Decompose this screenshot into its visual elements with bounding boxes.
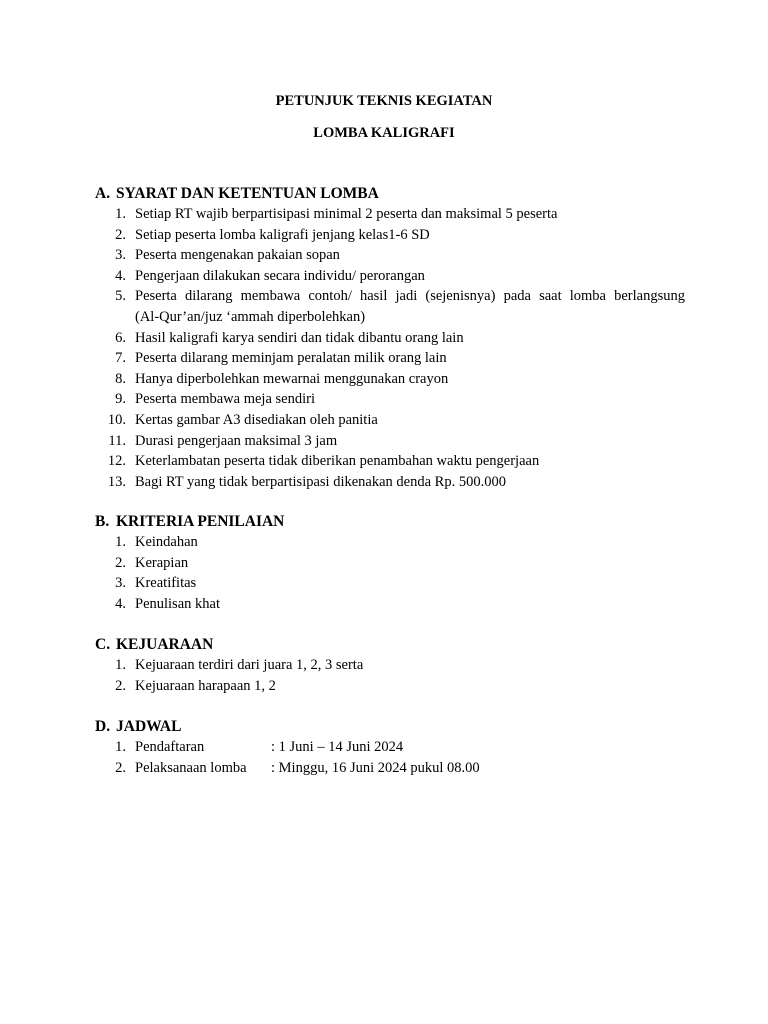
section-jadwal xyxy=(95,717,715,778)
item-text: Kejuaraan terdiri dari juara 1, 2, 3 serta xyxy=(135,657,364,673)
item-number: 2. xyxy=(115,554,126,571)
section-letter: C. xyxy=(95,636,111,653)
item-number: 11. xyxy=(108,432,126,449)
list-item xyxy=(95,655,715,676)
list-item xyxy=(95,369,715,390)
list-item xyxy=(95,328,715,349)
item-text: Peserta membawa meja sendiri xyxy=(135,391,315,408)
item-number: 1. xyxy=(115,534,126,550)
schedule-label: Pendaftaran xyxy=(135,739,205,755)
section-title: JADWAL xyxy=(116,718,182,735)
list-item xyxy=(95,472,715,493)
list-item xyxy=(95,451,715,472)
list-item xyxy=(95,225,715,246)
list-item xyxy=(95,431,715,452)
item-text: Keterlambatan peserta tidak diberikan penambahan waktu pengerjaan xyxy=(135,453,540,470)
list-item xyxy=(95,737,715,758)
item-text: Durasi pengerjaan maksimal 3 jam xyxy=(135,432,338,449)
item-number: 1. xyxy=(115,206,126,222)
schedule-value: : Minggu, 16 Juni 2024 pukul 08.00 xyxy=(271,759,480,776)
item-text: Kertas gambar A3 disediakan oleh panitia xyxy=(135,411,378,428)
list-item xyxy=(95,245,715,266)
item-number: 13. xyxy=(107,473,126,490)
item-number: 1. xyxy=(115,657,126,673)
schedule-value: : 1 Juni – 14 Juni 2024 xyxy=(271,739,404,755)
document-title-line1: PETUNJUK TEKNIS KEGIATAN xyxy=(275,93,493,109)
list-item xyxy=(95,389,715,410)
item-number: 3. xyxy=(115,575,126,592)
item-text: Setiap peserta lomba kaligrafi jenjang kelas1-6 SD xyxy=(135,226,430,243)
item-text: Setiap RT wajib berpartisipasi minimal 2 peserta dan maksimal 5 peserta xyxy=(135,206,558,222)
item-text: Bagi RT yang tidak berpartisipasi dikenakan denda Rp. 500.000 xyxy=(135,473,506,490)
item-text: Penulisan khat xyxy=(135,595,220,612)
item-text: Kerapian xyxy=(135,554,189,571)
section-heading xyxy=(95,635,715,655)
section-title: KRITERIA PENILAIAN xyxy=(116,513,285,530)
list-item xyxy=(95,266,715,287)
section-letter: D. xyxy=(95,718,111,735)
item-number: 6. xyxy=(115,329,126,346)
section-letter: A. xyxy=(95,185,111,202)
section-syarat-ketentuan xyxy=(95,184,715,492)
schedule-list xyxy=(95,737,715,778)
item-number: 7. xyxy=(115,350,126,367)
section-letter: B. xyxy=(95,513,110,530)
item-text: Peserta dilarang membawa contoh/ hasil jadi (sejenisnya) pada saat lomba berlangsung xyxy=(135,288,685,305)
item-number: 2. xyxy=(115,759,126,776)
item-text: Kejuaraan harapaan 1, 2 xyxy=(135,677,276,694)
awards-list xyxy=(95,655,715,696)
rules-list xyxy=(95,204,715,492)
list-item xyxy=(95,553,715,574)
item-text: Hasil kaligrafi karya sendiri dan tidak dibantu orang lain xyxy=(135,329,464,346)
item-number: 4. xyxy=(115,595,126,612)
section-heading xyxy=(95,512,715,532)
item-number: 9. xyxy=(115,391,126,408)
section-heading xyxy=(95,184,715,204)
item-number: 8. xyxy=(115,370,126,387)
list-item xyxy=(95,532,715,553)
item-number: 10. xyxy=(107,411,126,428)
list-item xyxy=(95,410,715,431)
section-kriteria-penilaian xyxy=(95,512,715,614)
list-item xyxy=(95,204,715,225)
item-number: 1. xyxy=(115,739,126,755)
list-item xyxy=(95,676,715,697)
item-number: 12. xyxy=(107,453,126,470)
section-heading xyxy=(95,717,715,737)
schedule-label: Pelaksanaan lomba xyxy=(135,759,247,776)
section-title: SYARAT DAN KETENTUAN LOMBA xyxy=(116,185,379,202)
item-number: 4. xyxy=(115,267,126,284)
criteria-list xyxy=(95,532,715,614)
item-text: Pengerjaan dilakukan secara individu/ perorangan xyxy=(135,267,425,284)
item-text-continued: (Al-Qur’an/juz ‘ammah diperbolehkan) xyxy=(135,308,366,325)
item-number: 3. xyxy=(115,247,126,264)
item-text: Kreatifitas xyxy=(135,575,197,592)
section-title: KEJUARAAN xyxy=(116,636,214,653)
item-number: 5. xyxy=(115,288,126,305)
item-number: 2. xyxy=(115,677,126,694)
document-title-line2: LOMBA KALIGRAFI xyxy=(313,125,455,141)
list-item xyxy=(95,573,715,594)
item-text: Keindahan xyxy=(135,534,198,550)
item-number: 2. xyxy=(115,226,126,243)
item-text: Hanya diperbolehkan mewarnai menggunakan crayon xyxy=(135,370,449,387)
list-item xyxy=(95,286,715,327)
item-text: Peserta dilarang meminjam peralatan milik orang lain xyxy=(135,350,447,367)
list-item xyxy=(95,348,715,369)
section-kejuaraan xyxy=(95,635,715,696)
list-item xyxy=(95,758,715,779)
list-item xyxy=(95,594,715,615)
item-text: Peserta mengenakan pakaian sopan xyxy=(135,247,340,264)
